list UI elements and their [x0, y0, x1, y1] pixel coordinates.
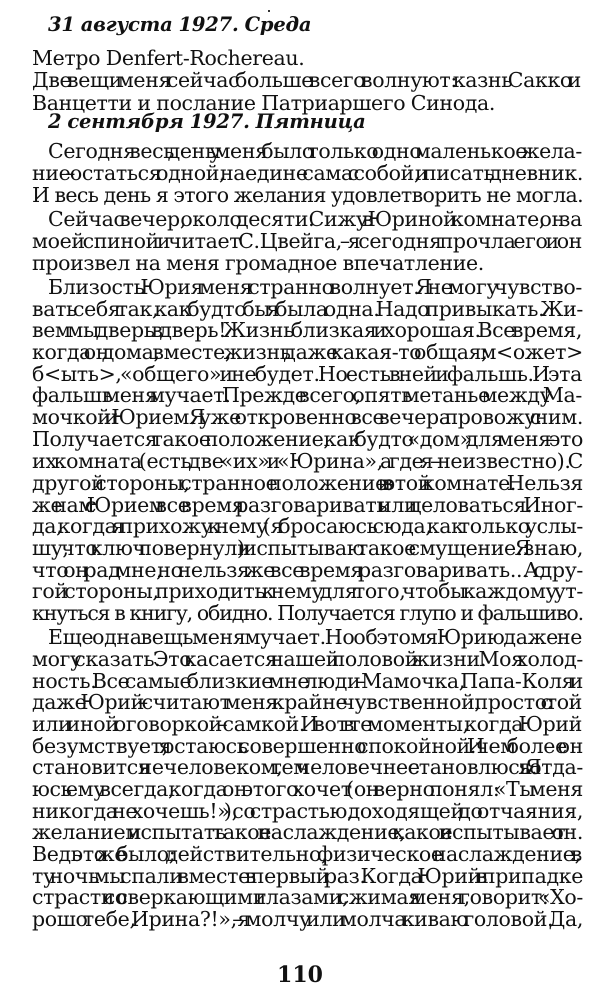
text-line: другой стороны, странное положение и в этой комнате. Нельзя [32, 470, 583, 495]
text-line: юсь ему всегда, когда он этого хочет (он верно понял: «Ты меня [32, 776, 583, 801]
text-line: никогда не хочешь!» ), со страстью, доходящей до отчаяния, [32, 798, 583, 823]
text-line: Еще одна вещь меня мучает. Но об этом я Юрию даже не [48, 625, 582, 650]
text-line: моей спиной и читает С.Цвейга, – я сегодня прочла его и он [32, 228, 582, 253]
text-line: ность. Все самые близкие мне люди – Мамочка, Папа-Коля и [32, 668, 583, 693]
text-line: Сегодня весь день у меня было только одно маленькое жела- [48, 138, 582, 163]
text-line: вать себя так, как будто бы я была одна. Надо привыкать. Жи- [32, 296, 583, 321]
text-line: Две вещи меня сейчас больше всего волнуют: казнь Сакко и [32, 68, 581, 93]
text-line: даже Юрий – считают меня крайне чувственной, просто с той [32, 690, 582, 715]
text-line: рошо тебе, Ирина?!», – я молчу или молча киваю головой. Да, [32, 907, 583, 931]
text-line: б<ыть>, «общего» и не будет. Но есть в ней и фальшь. И эта [32, 361, 582, 386]
text-line: Сейчас вечер, около десяти. Сижу в Юриной комнате, он за [48, 207, 582, 232]
text-line: да, когда я прихожу к нему (я бросаюсь сюда, как только услы- [32, 514, 583, 539]
text-line: могу сказать. Это касается нашей половой жизни. Моя холод- [32, 646, 583, 671]
text-line: Ванцетти и послание Патриаршего Синода. [32, 91, 496, 116]
text-line: что он рад мне, но нельзя же все время разговаривать... А с дру- [32, 557, 583, 582]
text-line: Близость Юрия меня странно волнует. Я не могу чувство- [48, 274, 582, 299]
text-line: Ведь это же было; действительно, физическое наслаждение, в [32, 841, 582, 866]
text-line: мочкой и Юрием. Я уже откровенно все вечера провожу с ним. [32, 404, 583, 429]
text-line: ние – остаться одной, наедине сама с собой, и писать дневник. [32, 161, 583, 186]
diary-entry-heading: 31 августа 1927. Среда [48, 13, 312, 36]
text-line: Получается такое положение, как будто «дом» для меня – это [32, 426, 583, 451]
text-line: произвел на меня громадное впечатление. [32, 250, 484, 275]
diary-entry-heading: 2 сентября 1927. Пятница [48, 110, 366, 134]
text-line: или иной оговоркой – самкой. И вот в те моменты, когда Юрий [32, 711, 582, 736]
text-line: вем мы дверь в дверь! Жизнь близкая и хорошая. Все время, [32, 318, 582, 343]
text-line: же нам с Юрием все время разговаривать или целоваться. Иног- [32, 492, 583, 517]
text-line: когда он дома, вместе, жизнь даже какая-то общая; м<ожет> [32, 339, 583, 364]
text-line: кнуться в книгу, обидно. Получается глупо и фальшиво. [32, 600, 583, 625]
text-line: ту ночь мы спали вместе в первый раз. Когда Юрий в припадке [32, 863, 583, 888]
text-line: Метро Denfert-Rochereau. [32, 45, 305, 70]
text-line: шу, что ключ повернул) и испытываю такое смущение. Я знаю, [32, 535, 583, 560]
text-line: желанием испытать такое наслаждение, какое испытывает он. [32, 820, 583, 845]
text-line: И весь день я этого желания удовлетворить не могла. [32, 182, 583, 207]
text-line: безумствует, я остаюсь совершенно спокойной. И чем более он [32, 733, 583, 758]
text-line: становится нечеловеком, тем человечнее становлюсь я. Я отда- [32, 755, 583, 780]
page-number: 110 [277, 962, 323, 988]
text-line: фальшь меня мучает. Прежде всего, опять метанье между Ма- [32, 383, 582, 408]
text-line: страсти со сверкающими глазами, сжимая меня, говорит: «Хо- [32, 885, 583, 910]
text-line: гой стороны, приходить к нему для того, чтобы каждому ут- [32, 579, 583, 604]
text-line: их комната (есть две «их» и «Юрина», а где я – неизвестно). С [32, 449, 583, 474]
